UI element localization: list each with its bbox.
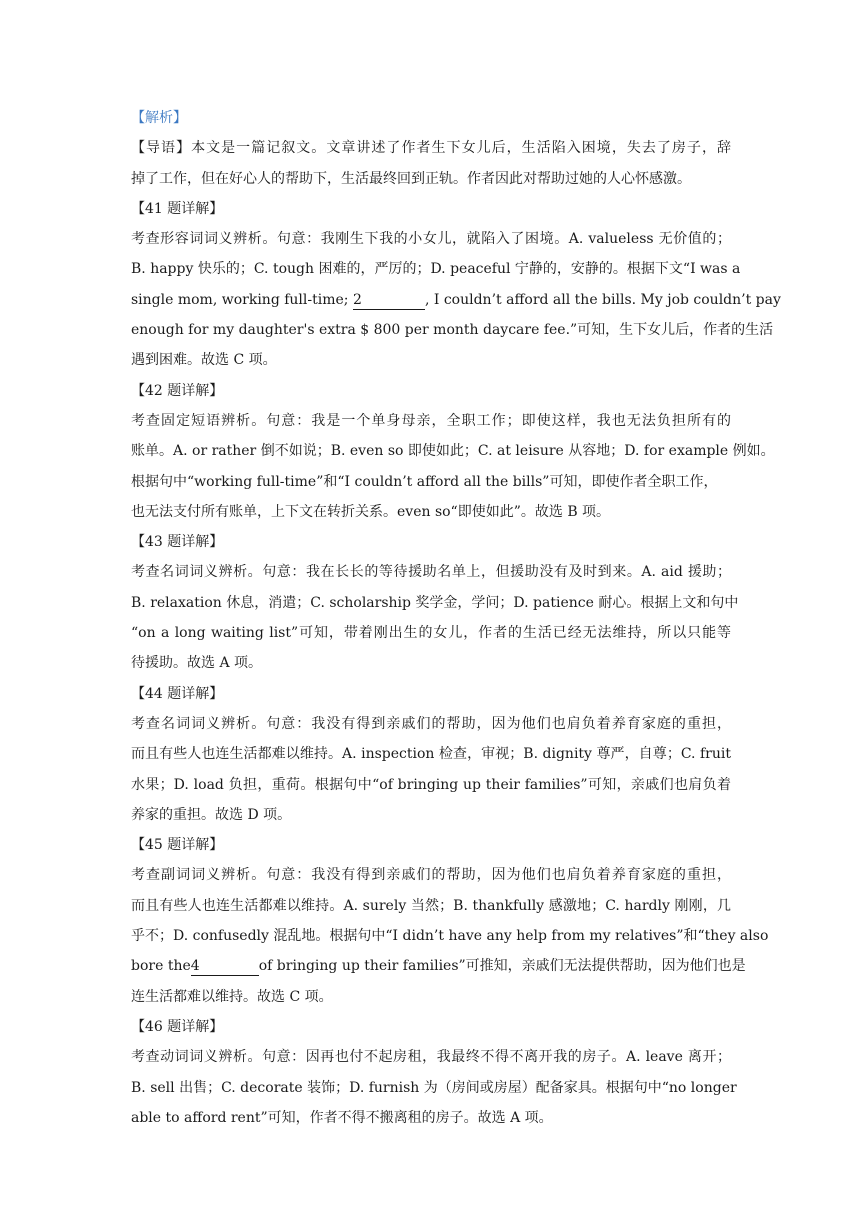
q43-heading: 【43 题详解】	[131, 534, 224, 551]
analysis-label: 【解析】	[131, 110, 187, 126]
q45-line-2: 而且有些人也连生活都难以维持。A. surely 当然；B. thankfully 感激地；C. hardly 刚刚，几	[131, 897, 731, 914]
q41-line-3-start: single mom, working full-time;	[131, 291, 353, 308]
q44-heading: 【44 题详解】	[131, 685, 224, 702]
q42-heading: 【42 题详解】	[131, 382, 224, 399]
q43-line-1: 考查名词词义辨析。句意：我在长长的等待援助名单上，但援助没有及时到来。A. aid 援助；	[131, 564, 731, 581]
blank-2: 2	[353, 291, 425, 310]
q42-line-2: 账单。A. or rather 倒不如说；B. even so 即使如此；C. at leisure 从容地；D. for example 例如。	[131, 443, 775, 460]
q45-line-1: 考查副词词义辨析。句意：我没有得到亲戚们的帮助，因为他们也肩负着养育家庭的重担，	[131, 867, 731, 884]
q41-line-3	[131, 285, 781, 315]
blank-4: 4	[191, 957, 259, 976]
q42-line-4: 也无法支付所有账单，上下文在转折关系。even so“即使如此”。故选 B 项。	[131, 503, 611, 520]
q46-heading: 【46 题详解】	[131, 1018, 224, 1035]
q42-line-1: 考查固定短语辨析。句意：我是一个单身母亲，全职工作；即使这样，我也无法负担所有的	[131, 412, 731, 429]
q41-line-2: B. happy 快乐的；C. tough 困难的，严厉的；D. peaceful 宁静的，安静的。根据下文“I was a	[131, 261, 741, 278]
q45-line-4-end: of bringing up their families”可推知，亲戚们无法提供帮助，因为他们也是	[258, 958, 746, 975]
q45-line-3: 乎不；D. confusedly 混乱地。根据句中“I didn’t have any help from my relatives”和“they also	[131, 928, 769, 945]
q41-line-3-end: , I couldn’t afford all the bills. My job couldn’t pay	[424, 291, 781, 308]
q46-line-1: 考查动词词义辨析。句意：因再也付不起房租，我最终不得不离开我的房子。A. leave 离开；	[131, 1049, 731, 1066]
q42-line-3: 根据句中“working full-time”和“I couldn’t afford all the bills”可知，即使作者全职工作，	[131, 473, 718, 490]
q41-line-4: enough for my daughter's extra $ 800 per month daycare fee.”可知，生下女儿后，作者的生活	[131, 322, 774, 339]
q46-line-3: able to afford rent”可知，作者不得不搬离租的房子。故选 A 项。	[131, 1109, 553, 1126]
q45-line-4-start: bore the	[131, 958, 191, 975]
q45-heading: 【45 题详解】	[131, 837, 224, 854]
q44-line-1: 考查名词词义辨析。句意：我没有得到亲戚们的帮助，因为他们也肩负着养育家庭的重担，	[131, 715, 731, 732]
q44-line-3: 水果；D. load 负担，重荷。根据句中“of bringing up their families”可知，亲戚们也肩负着	[131, 776, 731, 793]
q45-line-4	[131, 951, 746, 981]
q41-heading: 【41 题详解】	[131, 200, 224, 217]
q43-line-4: 待援助。故选 A 项。	[131, 655, 263, 672]
intro-line-2: 掉了工作，但在好心人的帮助下，生活最终回到正轨。作者因此对帮助过她的人心怀感激。	[131, 170, 691, 187]
explanation-body	[131, 103, 781, 1133]
q41-line-1: 考查形容词词义辨析。句意：我刚生下我的小女儿，就陷入了困境。A. valueless 无价值的；	[131, 231, 731, 248]
q46-line-2: B. sell 出售；C. decorate 装饰；D. furnish 为（房间或房屋）配备家具。根据句中“no longer	[131, 1079, 737, 1096]
q43-line-3: “on a long waiting list”可知，带着刚出生的女儿，作者的生活已经无法维持，所以只能等	[131, 625, 731, 642]
q43-line-2: B. relaxation 休息，消遣；C. scholarship 奖学金，学问；D. patience 耐心。根据上文和句中	[131, 594, 739, 611]
q45-line-5: 连生活都难以维持。故选 C 项。	[131, 988, 333, 1005]
intro-line-1: 【导语】本文是一篇记叙文。文章讲述了作者生下女儿后，生活陷入困境，失去了房子，辞	[131, 140, 731, 157]
q44-line-4: 养家的重担。故选 D 项。	[131, 806, 292, 823]
q44-line-2: 而且有些人也连生活都难以维持。A. inspection 检查，审视；B. dignity 尊严，自尊；C. fruit	[131, 746, 731, 763]
q41-line-5: 遇到困难。故选 C 项。	[131, 352, 277, 369]
